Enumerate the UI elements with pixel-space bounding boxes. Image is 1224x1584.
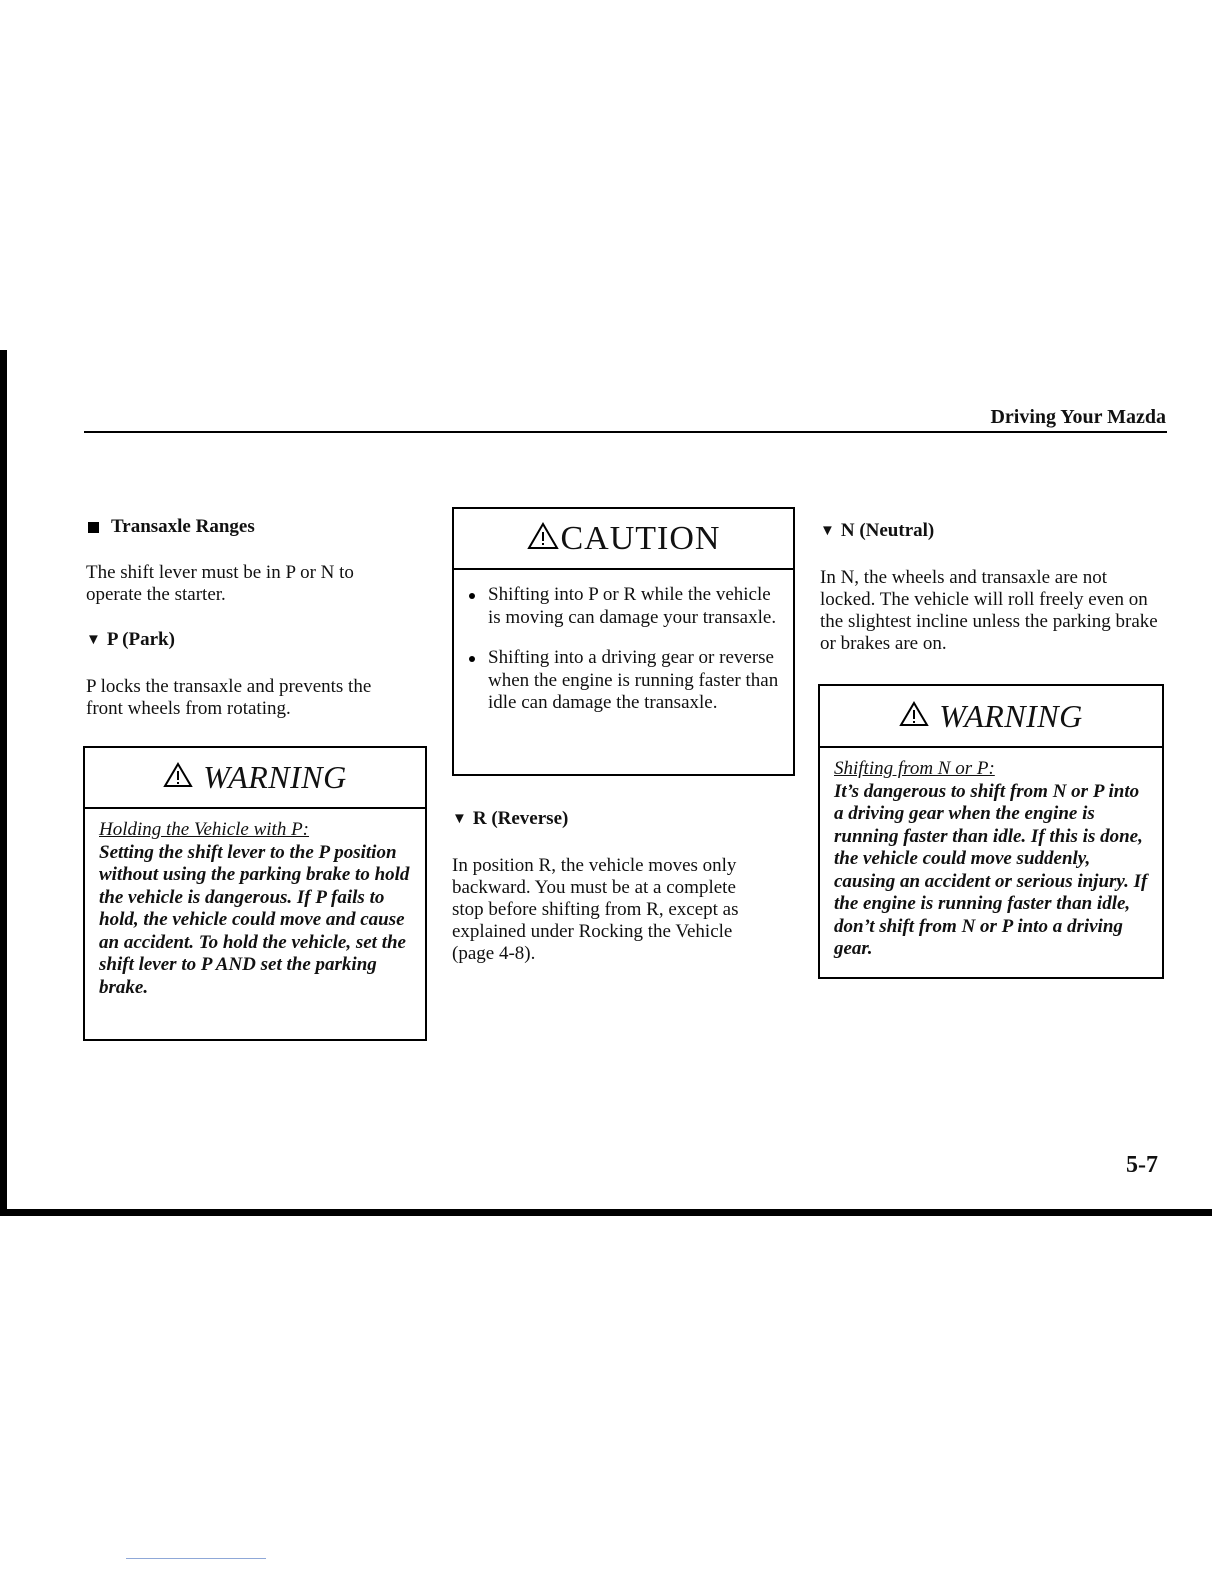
reverse-paragraph: In position R, the vehicle moves only backward. You must be at a complete stop before shifting from R, except as explained under Rocking the Vehicle (page 4-8). — [452, 855, 739, 964]
header-rule — [84, 431, 1167, 433]
down-triangle-icon: ▼ — [86, 632, 101, 648]
caution-item-text: Shifting into a driving gear or reverse when the engine is running faster than idle can damage the transaxle. — [488, 647, 779, 713]
intro-paragraph: The shift lever must be in P or N to operate the starter. — [86, 562, 354, 605]
warning-header — [820, 686, 1162, 748]
caution-item-text: Shifting into P or R while the vehicle is moving can damage your transaxle. — [488, 584, 777, 628]
park-warning-box — [83, 746, 427, 1041]
bottom-rule — [0, 1209, 1212, 1216]
neutral-warning-box — [818, 684, 1164, 979]
caution-header — [454, 509, 793, 570]
warning-header — [85, 748, 425, 809]
down-triangle-icon: ▼ — [820, 523, 835, 539]
transaxle-ranges-heading — [86, 516, 406, 538]
warning-text: Setting the shift lever to the P position without using the parking brake to hold the vehicle is dangerous. If P fails to hold, the vehicle could move and cause an accident. To hold the vehicle, set the shift lever to P AND set the parking brake. — [99, 841, 410, 998]
park-heading — [86, 629, 406, 652]
caution-list — [466, 584, 781, 715]
park-heading-text: P (Park) — [106, 629, 175, 650]
warning-subtitle: Holding the Vehicle with P: — [99, 819, 310, 840]
caution-item — [466, 647, 781, 715]
neutral-paragraph: In N, the wheels and transaxle are not locked. The vehicle will roll freely even on the slightest incline unless the parking brake or brakes are on. — [820, 567, 1158, 654]
warning-text: It’s dangerous to shift from N or P into a driving gear when the engine is running faster than idle. If this is done, the vehicle could move suddenly, causing an accident or serious injury. If the engine is running faster than idle, don’t shift from N or P into a driving gear. — [834, 780, 1148, 959]
warning-title: WARNING — [939, 697, 1083, 734]
reverse-heading — [452, 808, 772, 831]
square-bullet-icon — [88, 522, 99, 533]
heading-text: Transaxle Ranges — [111, 516, 255, 537]
warning-triangle-icon — [899, 701, 929, 732]
warning-body — [85, 809, 425, 1009]
warning-title: WARNING — [203, 759, 347, 795]
caution-box — [452, 507, 795, 776]
caution-triangle-icon — [527, 522, 559, 555]
neutral-heading-text: N (Neutral) — [840, 520, 935, 541]
binding-edge-bar — [0, 350, 7, 1216]
warning-triangle-icon — [163, 762, 193, 793]
down-triangle-icon: ▼ — [452, 811, 467, 827]
warning-body — [820, 748, 1162, 971]
warning-subtitle: Shifting from N or P: — [834, 758, 995, 779]
caution-item — [466, 584, 781, 629]
reverse-heading-text: R (Reverse) — [472, 808, 569, 829]
middle-column — [452, 808, 772, 965]
page-number: 5-7 — [1126, 1152, 1158, 1178]
neutral-heading — [820, 520, 1165, 543]
section-header-title: Driving Your Mazda — [990, 406, 1166, 428]
footer-divider — [126, 1558, 266, 1559]
caution-title: CAUTION — [560, 519, 721, 557]
bullet-dot-icon — [469, 593, 475, 599]
caution-body — [454, 570, 793, 725]
bullet-dot-icon — [469, 656, 475, 662]
park-paragraph: P locks the transaxle and prevents the front wheels from rotating. — [86, 676, 372, 719]
left-column — [86, 516, 406, 720]
right-column — [820, 520, 1165, 655]
